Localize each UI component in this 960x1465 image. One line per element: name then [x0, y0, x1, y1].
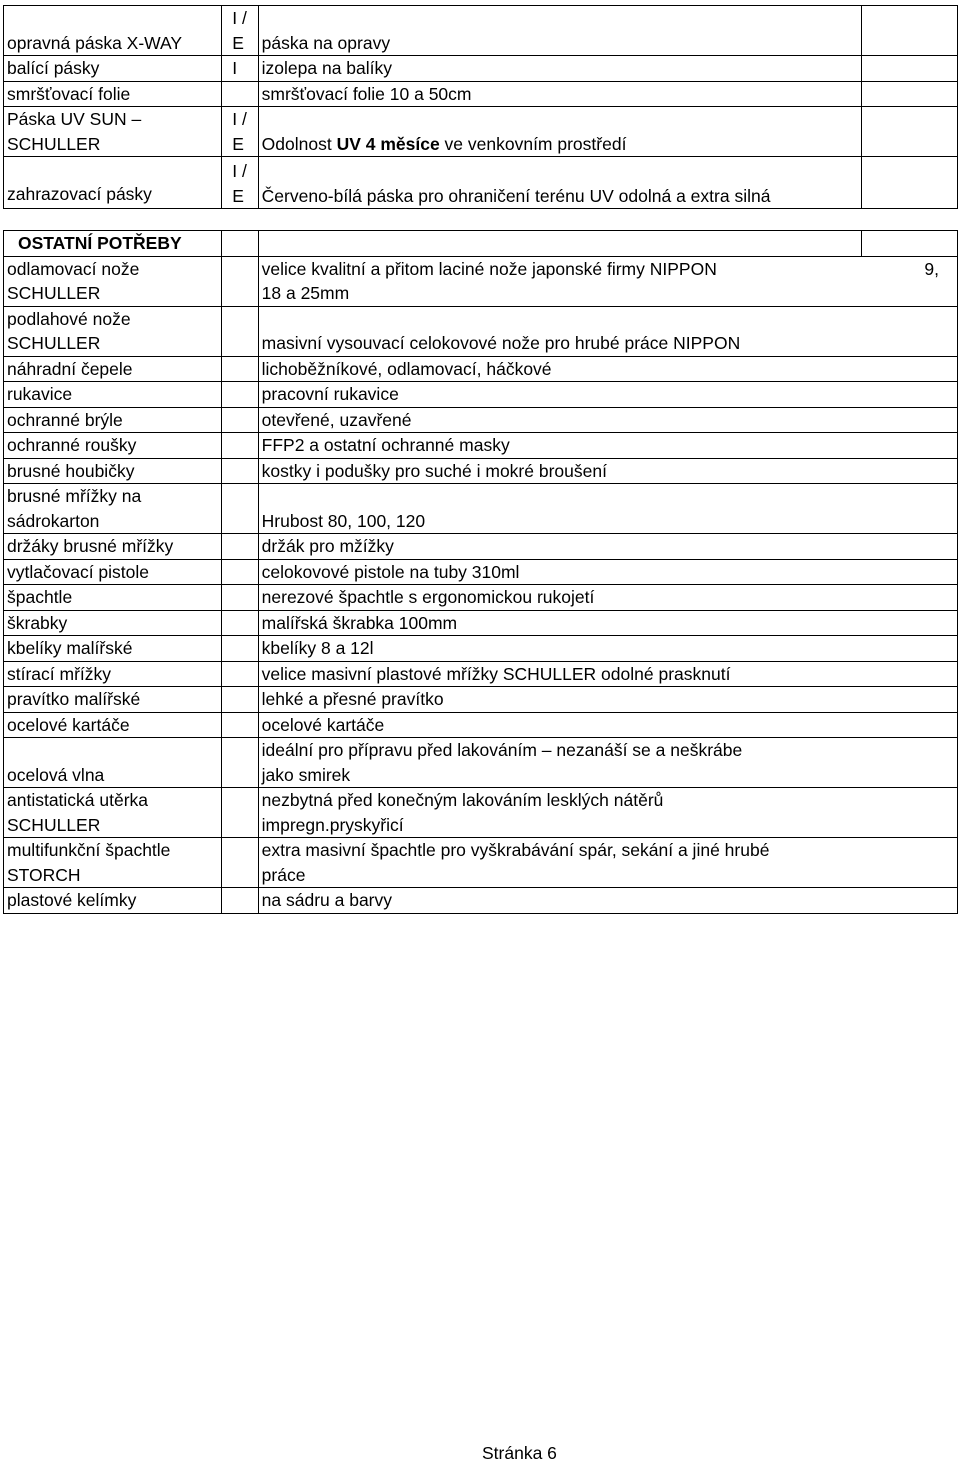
- table-row: [4, 107, 958, 157]
- product-description: kbelíky 8 a 12l: [258, 636, 957, 662]
- other-supplies-table: [3, 230, 958, 914]
- product-description: ocelové kartáče: [258, 712, 957, 738]
- table-row: [4, 157, 958, 209]
- table-row: [4, 687, 958, 713]
- product-name: smršťovací folie: [4, 81, 222, 107]
- table-row: [4, 433, 958, 459]
- table-row: [4, 738, 958, 788]
- type-code: I / E: [222, 6, 258, 56]
- table-row: [4, 559, 958, 585]
- type-code: I / E: [222, 157, 258, 209]
- product-name: stírací mřížky: [4, 661, 222, 687]
- product-name: balící pásky: [4, 56, 222, 82]
- product-name: multifunkční špachtle STORCH: [4, 838, 222, 888]
- product-name: ochranné roušky: [4, 433, 222, 459]
- product-name: opravná páska X-WAY: [4, 6, 222, 56]
- product-name: brusné houbičky: [4, 458, 222, 484]
- product-description: smršťovací folie 10 a 50cm: [258, 81, 861, 107]
- table-row: [4, 888, 958, 914]
- page-number: Stránka 6: [482, 1443, 557, 1463]
- product-name: špachtle: [4, 585, 222, 611]
- table-row: [4, 712, 958, 738]
- product-name: ochranné brýle: [4, 407, 222, 433]
- table-row: [4, 6, 958, 56]
- product-name: antistatická utěrka SCHULLER: [4, 788, 222, 838]
- product-name: pravítko malířské: [4, 687, 222, 713]
- table-row: [4, 382, 958, 408]
- product-description: lehké a přesné pravítko: [258, 687, 957, 713]
- product-description: nerezové špachtle s ergonomickou rukojetí: [258, 585, 957, 611]
- product-name: Páska UV SUN – SCHULLER: [4, 107, 222, 157]
- product-name: kbelíky malířské: [4, 636, 222, 662]
- table-row: [4, 636, 958, 662]
- product-description: držák pro mžížky: [258, 534, 957, 560]
- product-description: celokovové pistole na tuby 310ml: [258, 559, 957, 585]
- type-code: [222, 81, 258, 107]
- product-description: masivní vysouvací celokovové nože pro hrubé práce NIPPON: [258, 306, 957, 356]
- table-row: [4, 256, 958, 306]
- product-name: ocelové kartáče: [4, 712, 222, 738]
- table-row: [4, 356, 958, 382]
- product-description: lichoběžníkové, odlamovací, háčkové: [258, 356, 957, 382]
- product-description: malířská škrabka 100mm: [258, 610, 957, 636]
- product-description: ideální pro přípravu před lakováním – nezanáší se a neškrábe jako smirek: [258, 738, 957, 788]
- table-row: [4, 585, 958, 611]
- product-description: otevřené, uzavřené: [258, 407, 957, 433]
- product-name: držáky brusné mřížky: [4, 534, 222, 560]
- table-row: [4, 407, 958, 433]
- product-name: náhradní čepele: [4, 356, 222, 382]
- table-row: [4, 458, 958, 484]
- type-code: I: [222, 56, 258, 82]
- product-name: rukavice: [4, 382, 222, 408]
- product-name: plastové kelímky: [4, 888, 222, 914]
- product-description: nezbytná před konečným lakováním lesklých nátěrů impregn.pryskyřicí: [258, 788, 957, 838]
- table-row: [4, 661, 958, 687]
- table-row: [4, 610, 958, 636]
- product-description: velice masivní plastové mřížky SCHULLER odolné prasknutí: [258, 661, 957, 687]
- product-name: brusné mřížky na sádrokarton: [4, 484, 222, 534]
- product-name: škrabky: [4, 610, 222, 636]
- product-description: FFP2 a ostatní ochranné masky: [258, 433, 957, 459]
- product-name: podlahové nože SCHULLER: [4, 306, 222, 356]
- table-row: [4, 56, 958, 82]
- section-header: OSTATNÍ POTŘEBY: [4, 231, 222, 257]
- product-description: izolepa na balíky: [258, 56, 861, 82]
- product-description: pracovní rukavice: [258, 382, 957, 408]
- table-row: [4, 306, 958, 356]
- product-name: zahrazovací pásky: [4, 157, 222, 209]
- section-header-row: [4, 231, 958, 257]
- product-name: ocelová vlna: [4, 738, 222, 788]
- product-description: Odolnost UV 4 měsíce ve venkovním prostředí: [258, 107, 861, 157]
- product-description: Hrubost 80, 100, 120: [258, 484, 957, 534]
- type-code: I / E: [222, 107, 258, 157]
- product-description: velice kvalitní a přitom laciné nože japonské firmy NIPPON 9, 18 a 25mm: [258, 256, 957, 306]
- table-row: [4, 838, 958, 888]
- table-row: [4, 534, 958, 560]
- table-row: [4, 81, 958, 107]
- product-description: páska na opravy: [258, 6, 861, 56]
- product-name: odlamovací nože SCHULLER: [4, 256, 222, 306]
- product-description: kostky i podušky pro suché i mokré broušení: [258, 458, 957, 484]
- table-row: [4, 484, 958, 534]
- products-table: [3, 5, 958, 209]
- product-description: na sádru a barvy: [258, 888, 957, 914]
- table-row: [4, 788, 958, 838]
- product-description: Červeno-bílá páska pro ohraničení terénu UV odolná a extra silná: [258, 157, 861, 209]
- product-name: vytlačovací pistole: [4, 559, 222, 585]
- product-description: extra masivní špachtle pro vyškrabávání spár, sekání a jiné hrubé práce: [258, 838, 957, 888]
